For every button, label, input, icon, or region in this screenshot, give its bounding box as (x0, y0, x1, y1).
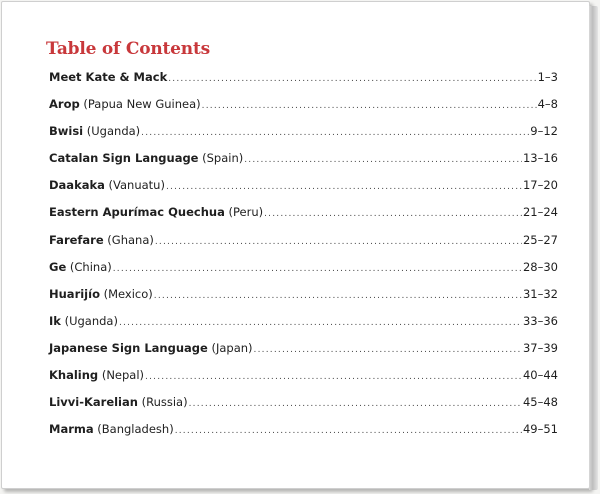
toc-entry (49, 254, 558, 281)
toc-entry (49, 416, 558, 443)
leader-dots (244, 147, 522, 174)
entry-name: Arop (49, 97, 80, 112)
leader-dots (264, 201, 522, 228)
entry-name: Ik (49, 313, 61, 328)
toc-list (49, 64, 558, 443)
entry-name: Daakaka (49, 178, 105, 193)
entry-name: Marma (49, 422, 94, 437)
entry-pages: 49–51 (522, 422, 558, 437)
toc-entry (49, 281, 558, 308)
toc-entry (49, 227, 558, 254)
toc-entry (49, 145, 558, 172)
entry-pages: 25–27 (522, 232, 558, 247)
entry-location: (Bangladesh) (93, 422, 174, 437)
page-edge (589, 6, 598, 490)
entry-location: (China) (66, 259, 112, 274)
toc-entry (49, 389, 558, 416)
toc-entry (49, 172, 558, 199)
toc-entry (49, 308, 558, 335)
toc-entry (49, 199, 558, 226)
entry-location: (Spain) (198, 151, 244, 166)
entry-pages: 4–8 (537, 97, 558, 112)
entry-pages: 28–30 (522, 259, 558, 274)
leader-dots (189, 391, 522, 418)
entry-location: (Uganda) (83, 124, 141, 139)
entry-name: Huarijío (49, 286, 100, 301)
entry-name: Meet Kate & Mack (49, 70, 168, 84)
entry-pages: 31–32 (522, 286, 558, 301)
entry-pages: 37–39 (522, 340, 558, 355)
entry-name: Japanese Sign Language (49, 340, 208, 355)
entry-name: Livvi-Karelian (49, 395, 138, 410)
entry-pages: 13–16 (522, 151, 558, 166)
toc-entry (49, 118, 558, 145)
entry-location: (Papua New Guinea) (79, 97, 201, 112)
toc-entry (49, 335, 558, 362)
entry-name: Bwisi (49, 124, 84, 139)
leader-dots (113, 256, 522, 283)
leader-dots (175, 418, 522, 445)
entry-location: (Uganda) (60, 313, 118, 328)
entry-name: Catalan Sign Language (49, 151, 199, 166)
entry-pages: 17–20 (522, 178, 558, 193)
entry-pages: 45–48 (522, 395, 558, 410)
entry-name: Farefare (49, 232, 104, 247)
entry-pages: 9–12 (530, 124, 558, 139)
leader-dots (168, 66, 536, 93)
entry-location: (Russia) (137, 395, 188, 410)
entry-location: (Ghana) (103, 232, 154, 247)
entry-name: Ge (49, 259, 67, 274)
toc-entry (49, 91, 558, 118)
entry-pages: 33–36 (522, 313, 558, 328)
entry-name: Eastern Apurímac Quechua (49, 205, 225, 220)
entry-location: (Vanuatu) (104, 178, 165, 193)
leader-dots (155, 229, 522, 256)
leader-dots (145, 364, 522, 391)
entry-pages: 21–24 (522, 205, 558, 220)
page-title: Table of Contents (46, 39, 210, 59)
entry-location: (Japan) (207, 340, 253, 355)
entry-location: (Mexico) (99, 286, 153, 301)
entry-location: (Nepal) (98, 368, 145, 383)
leader-dots (119, 310, 522, 337)
book-page (1, 1, 590, 489)
toc-entry (49, 362, 558, 389)
leader-dots (202, 93, 537, 120)
leader-dots (166, 174, 522, 201)
entry-pages: 1–3 (537, 70, 558, 84)
entry-name: Khaling (49, 368, 99, 383)
entry-pages: 40–44 (522, 368, 558, 383)
leader-dots (141, 120, 529, 147)
leader-dots (154, 283, 522, 310)
toc-entry (49, 64, 558, 91)
leader-dots (254, 337, 522, 364)
entry-location: (Peru) (224, 205, 264, 220)
